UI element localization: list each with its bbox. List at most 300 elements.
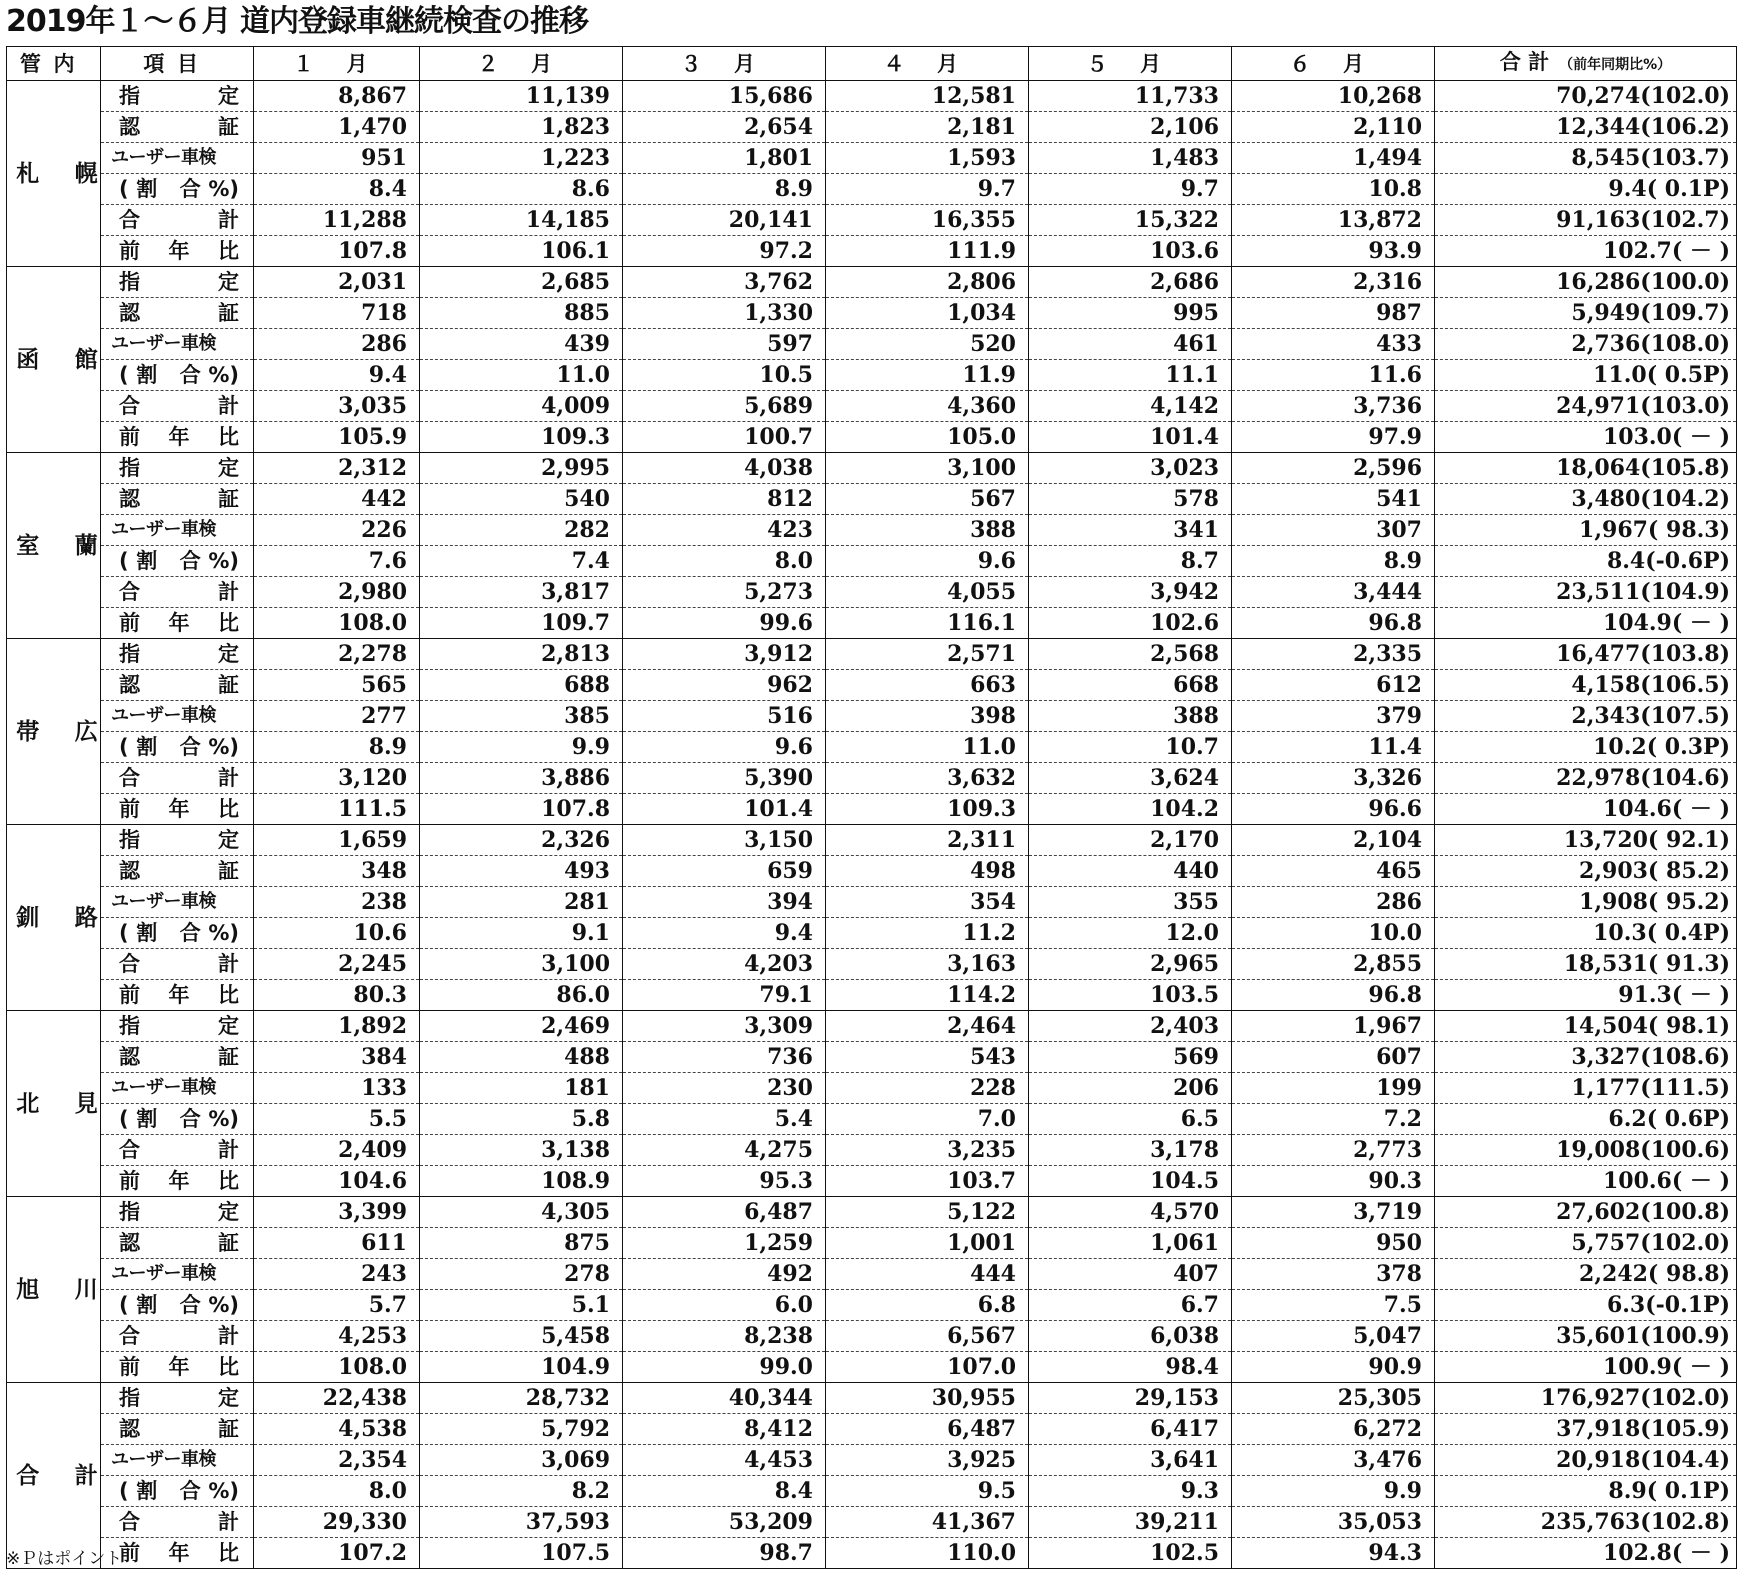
month-value-cell: 7.5 (1232, 1290, 1435, 1321)
row-label: 前 年 比 (101, 1538, 254, 1569)
month-value-cell: 20,141 (623, 205, 826, 236)
month-value-cell: 99.6 (623, 608, 826, 639)
month-value-cell: 8.9 (254, 732, 420, 763)
row-label: 合 計 (101, 763, 254, 794)
month-value-cell: 103.6 (1029, 236, 1232, 267)
month-value-cell: 100.7 (623, 422, 826, 453)
month-value-cell: 2,773 (1232, 1135, 1435, 1166)
header-month-5: ５ 月 (1029, 47, 1232, 81)
row-label: 指 定 (101, 825, 254, 856)
month-value-cell: 5,458 (420, 1321, 623, 1352)
month-value-cell: 105.9 (254, 422, 420, 453)
month-value-cell: 2,806 (826, 267, 1029, 298)
month-value-cell: 578 (1029, 484, 1232, 515)
month-value-cell: 79.1 (623, 980, 826, 1011)
row-label: (割 合%) (101, 1476, 254, 1507)
month-value-cell: 612 (1232, 670, 1435, 701)
month-value-cell: 1,330 (623, 298, 826, 329)
month-value-cell: 11.4 (1232, 732, 1435, 763)
month-value-cell: 107.2 (254, 1538, 420, 1569)
row-label: 合 計 (101, 1321, 254, 1352)
table-row (7, 236, 1737, 267)
table-row (7, 918, 1737, 949)
table-row (7, 732, 1737, 763)
month-value-cell: 3,163 (826, 949, 1029, 980)
month-value-cell: 2,813 (420, 639, 623, 670)
month-value-cell: 2,469 (420, 1011, 623, 1042)
month-value-cell: 2,316 (1232, 267, 1435, 298)
month-value-cell: 9.6 (623, 732, 826, 763)
header-item: 項目 (101, 47, 254, 81)
row-label: ユーザー車検 (101, 329, 254, 360)
month-value-cell: 5,122 (826, 1197, 1029, 1228)
row-label: 前 年 比 (101, 236, 254, 267)
month-value-cell: 11,288 (254, 205, 420, 236)
table-row (7, 546, 1737, 577)
month-value-cell: 2,464 (826, 1011, 1029, 1042)
month-value-cell: 3,309 (623, 1011, 826, 1042)
month-value-cell: 108.0 (254, 608, 420, 639)
month-value-cell: 388 (826, 515, 1029, 546)
total-cell: 91.3( － ) (1435, 980, 1737, 1011)
month-value-cell: 4,538 (254, 1414, 420, 1445)
month-value-cell: 5.8 (420, 1104, 623, 1135)
month-value-cell: 80.3 (254, 980, 420, 1011)
total-cell: 22,978(104.6) (1435, 763, 1737, 794)
month-value-cell: 2,685 (420, 267, 623, 298)
row-label: 前 年 比 (101, 422, 254, 453)
month-value-cell: 2,106 (1029, 112, 1232, 143)
month-value-cell: 96.6 (1232, 794, 1435, 825)
table-row (7, 1135, 1737, 1166)
month-value-cell: 354 (826, 887, 1029, 918)
total-cell: 2,343(107.5) (1435, 701, 1737, 732)
row-label: 認 証 (101, 856, 254, 887)
month-value-cell: 6.5 (1029, 1104, 1232, 1135)
month-value-cell: 25,305 (1232, 1383, 1435, 1414)
month-value-cell: 4,360 (826, 391, 1029, 422)
month-value-cell: 3,035 (254, 391, 420, 422)
region-label: 札 幌 (7, 81, 101, 267)
month-value-cell: 278 (420, 1259, 623, 1290)
month-value-cell: 8.9 (1232, 546, 1435, 577)
month-value-cell: 93.9 (1232, 236, 1435, 267)
table-row (7, 980, 1737, 1011)
month-value-cell: 6,487 (826, 1414, 1029, 1445)
month-value-cell: 243 (254, 1259, 420, 1290)
month-value-cell: 109.3 (420, 422, 623, 453)
table-row (7, 1073, 1737, 1104)
table-row (7, 1352, 1737, 1383)
month-value-cell: 3,719 (1232, 1197, 1435, 1228)
month-value-cell: 2,311 (826, 825, 1029, 856)
month-value-cell: 378 (1232, 1259, 1435, 1290)
month-value-cell: 109.7 (420, 608, 623, 639)
month-value-cell: 8.4 (254, 174, 420, 205)
total-cell: 23,511(104.9) (1435, 577, 1737, 608)
month-value-cell: 7.6 (254, 546, 420, 577)
month-value-cell: 238 (254, 887, 420, 918)
month-value-cell: 10.7 (1029, 732, 1232, 763)
month-value-cell: 3,476 (1232, 1445, 1435, 1476)
row-label: 認 証 (101, 1228, 254, 1259)
month-value-cell: 3,100 (826, 453, 1029, 484)
month-value-cell: 736 (623, 1042, 826, 1073)
month-value-cell: 1,494 (1232, 143, 1435, 174)
month-value-cell: 10.6 (254, 918, 420, 949)
month-value-cell: 22,438 (254, 1383, 420, 1414)
month-value-cell: 9.5 (826, 1476, 1029, 1507)
month-value-cell: 1,034 (826, 298, 1029, 329)
month-value-cell: 102.5 (1029, 1538, 1232, 1569)
month-value-cell: 718 (254, 298, 420, 329)
month-value-cell: 4,453 (623, 1445, 826, 1476)
total-cell: 10.2( 0.3P) (1435, 732, 1737, 763)
month-value-cell: 96.8 (1232, 608, 1435, 639)
month-value-cell: 543 (826, 1042, 1029, 1073)
month-value-cell: 962 (623, 670, 826, 701)
month-value-cell: 11,733 (1029, 81, 1232, 112)
month-value-cell: 950 (1232, 1228, 1435, 1259)
month-value-cell: 8.7 (1029, 546, 1232, 577)
month-value-cell: 493 (420, 856, 623, 887)
month-value-cell: 688 (420, 670, 623, 701)
table-body (7, 81, 1737, 1569)
month-value-cell: 2,855 (1232, 949, 1435, 980)
month-value-cell: 6,567 (826, 1321, 1029, 1352)
table-row (7, 174, 1737, 205)
month-value-cell: 5,792 (420, 1414, 623, 1445)
row-label: (割 合%) (101, 546, 254, 577)
month-value-cell: 5,390 (623, 763, 826, 794)
row-label: ユーザー車検 (101, 515, 254, 546)
total-cell: 176,927(102.0) (1435, 1383, 1737, 1414)
total-cell: 104.6( － ) (1435, 794, 1737, 825)
table-row (7, 112, 1737, 143)
table-row (7, 267, 1737, 298)
month-value-cell: 3,736 (1232, 391, 1435, 422)
row-label: 前 年 比 (101, 794, 254, 825)
month-value-cell: 107.5 (420, 1538, 623, 1569)
row-label: 前 年 比 (101, 608, 254, 639)
total-cell: 4,158(106.5) (1435, 670, 1737, 701)
month-value-cell: 567 (826, 484, 1029, 515)
total-cell: 1,967( 98.3) (1435, 515, 1737, 546)
table-row (7, 1538, 1737, 1569)
month-value-cell: 3,150 (623, 825, 826, 856)
month-value-cell: 11.2 (826, 918, 1029, 949)
month-value-cell: 107.8 (254, 236, 420, 267)
month-value-cell: 9.1 (420, 918, 623, 949)
row-label: ユーザー車検 (101, 1073, 254, 1104)
row-label: 認 証 (101, 1414, 254, 1445)
header-total-note: （前年同期比%） (1559, 57, 1672, 73)
month-value-cell: 8,412 (623, 1414, 826, 1445)
month-value-cell: 9.4 (254, 360, 420, 391)
month-value-cell: 10.0 (1232, 918, 1435, 949)
month-value-cell: 541 (1232, 484, 1435, 515)
month-value-cell: 13,872 (1232, 205, 1435, 236)
row-label: 指 定 (101, 453, 254, 484)
month-value-cell: 875 (420, 1228, 623, 1259)
month-value-cell: 951 (254, 143, 420, 174)
total-cell: 104.9( － ) (1435, 608, 1737, 639)
row-label: 合 計 (101, 577, 254, 608)
month-value-cell: 1,659 (254, 825, 420, 856)
header-region: 管内 (7, 47, 101, 81)
month-value-cell: 8.6 (420, 174, 623, 205)
table-row (7, 1476, 1737, 1507)
month-value-cell: 98.4 (1029, 1352, 1232, 1383)
month-value-cell: 11.9 (826, 360, 1029, 391)
total-cell: 1,908( 95.2) (1435, 887, 1737, 918)
total-cell: 6.3(-0.1P) (1435, 1290, 1737, 1321)
month-value-cell: 1,061 (1029, 1228, 1232, 1259)
month-value-cell: 2,354 (254, 1445, 420, 1476)
total-cell: 235,763(102.8) (1435, 1507, 1737, 1538)
total-cell: 70,274(102.0) (1435, 81, 1737, 112)
table-row (7, 949, 1737, 980)
month-value-cell: 659 (623, 856, 826, 887)
month-value-cell: 4,253 (254, 1321, 420, 1352)
month-value-cell: 885 (420, 298, 623, 329)
month-value-cell: 28,732 (420, 1383, 623, 1414)
month-value-cell: 812 (623, 484, 826, 515)
row-label: 認 証 (101, 298, 254, 329)
row-label: (割 合%) (101, 1290, 254, 1321)
month-value-cell: 103.5 (1029, 980, 1232, 1011)
month-value-cell: 3,138 (420, 1135, 623, 1166)
month-value-cell: 2,654 (623, 112, 826, 143)
month-value-cell: 440 (1029, 856, 1232, 887)
month-value-cell: 1,823 (420, 112, 623, 143)
month-value-cell: 442 (254, 484, 420, 515)
table-row (7, 1290, 1737, 1321)
month-value-cell: 7.4 (420, 546, 623, 577)
table-row (7, 887, 1737, 918)
row-label: 指 定 (101, 81, 254, 112)
total-cell: 37,918(105.9) (1435, 1414, 1737, 1445)
total-cell: 10.3( 0.4P) (1435, 918, 1737, 949)
month-value-cell: 348 (254, 856, 420, 887)
month-value-cell: 1,470 (254, 112, 420, 143)
month-value-cell: 6,487 (623, 1197, 826, 1228)
month-value-cell: 181 (420, 1073, 623, 1104)
month-value-cell: 2,686 (1029, 267, 1232, 298)
row-label: 合 計 (101, 205, 254, 236)
row-label: (割 合%) (101, 1104, 254, 1135)
month-value-cell: 2,104 (1232, 825, 1435, 856)
month-value-cell: 230 (623, 1073, 826, 1104)
month-value-cell: 3,399 (254, 1197, 420, 1228)
month-value-cell: 4,142 (1029, 391, 1232, 422)
month-value-cell: 116.1 (826, 608, 1029, 639)
row-label: 前 年 比 (101, 980, 254, 1011)
table-row (7, 1321, 1737, 1352)
month-value-cell: 3,100 (420, 949, 623, 980)
month-value-cell: 1,001 (826, 1228, 1029, 1259)
month-value-cell: 2,335 (1232, 639, 1435, 670)
month-value-cell: 6,038 (1029, 1321, 1232, 1352)
header-month-1: １ 月 (254, 47, 420, 81)
header-total-label: 合 計 (1499, 50, 1550, 74)
header-month-6: ６ 月 (1232, 47, 1435, 81)
table-row (7, 1228, 1737, 1259)
month-value-cell: 15,686 (623, 81, 826, 112)
table-row (7, 143, 1737, 174)
month-value-cell: 108.0 (254, 1352, 420, 1383)
month-value-cell: 277 (254, 701, 420, 732)
month-value-cell: 5,047 (1232, 1321, 1435, 1352)
month-value-cell: 8.4 (623, 1476, 826, 1507)
table-row (7, 515, 1737, 546)
month-value-cell: 226 (254, 515, 420, 546)
total-cell: 2,736(108.0) (1435, 329, 1737, 360)
table-row (7, 639, 1737, 670)
table-row (7, 1445, 1737, 1476)
month-value-cell: 465 (1232, 856, 1435, 887)
total-cell: 16,477(103.8) (1435, 639, 1737, 670)
month-value-cell: 398 (826, 701, 1029, 732)
month-value-cell: 3,632 (826, 763, 1029, 794)
total-cell: 16,286(100.0) (1435, 267, 1737, 298)
total-cell: 8,545(103.7) (1435, 143, 1737, 174)
month-value-cell: 1,593 (826, 143, 1029, 174)
month-value-cell: 108.9 (420, 1166, 623, 1197)
month-value-cell: 3,925 (826, 1445, 1029, 1476)
month-value-cell: 3,023 (1029, 453, 1232, 484)
table-row (7, 391, 1737, 422)
row-label: 指 定 (101, 1383, 254, 1414)
month-value-cell: 30,955 (826, 1383, 1029, 1414)
total-cell: 35,601(100.9) (1435, 1321, 1737, 1352)
month-value-cell: 228 (826, 1073, 1029, 1104)
row-label: 指 定 (101, 1011, 254, 1042)
month-value-cell: 94.3 (1232, 1538, 1435, 1569)
month-value-cell: 6,272 (1232, 1414, 1435, 1445)
table-row (7, 298, 1737, 329)
month-value-cell: 10.5 (623, 360, 826, 391)
month-value-cell: 2,568 (1029, 639, 1232, 670)
month-value-cell: 3,641 (1029, 1445, 1232, 1476)
month-value-cell: 90.3 (1232, 1166, 1435, 1197)
table-row (7, 608, 1737, 639)
month-value-cell: 987 (1232, 298, 1435, 329)
row-label: 指 定 (101, 639, 254, 670)
month-value-cell: 668 (1029, 670, 1232, 701)
month-value-cell: 569 (1029, 1042, 1232, 1073)
month-value-cell: 3,444 (1232, 577, 1435, 608)
month-value-cell: 2,312 (254, 453, 420, 484)
row-label: ユーザー車検 (101, 1259, 254, 1290)
month-value-cell: 1,967 (1232, 1011, 1435, 1042)
table-row (7, 825, 1737, 856)
month-value-cell: 96.8 (1232, 980, 1435, 1011)
month-value-cell: 97.9 (1232, 422, 1435, 453)
total-cell: 13,720( 92.1) (1435, 825, 1737, 856)
month-value-cell: 433 (1232, 329, 1435, 360)
month-value-cell: 7.2 (1232, 1104, 1435, 1135)
header-row (7, 47, 1737, 81)
month-value-cell: 8.0 (623, 546, 826, 577)
row-label: 合 計 (101, 1135, 254, 1166)
total-cell: 18,064(105.8) (1435, 453, 1737, 484)
month-value-cell: 4,570 (1029, 1197, 1232, 1228)
total-cell: 11.0( 0.5P) (1435, 360, 1737, 391)
month-value-cell: 385 (420, 701, 623, 732)
month-value-cell: 1,223 (420, 143, 623, 174)
month-value-cell: 2,965 (1029, 949, 1232, 980)
month-value-cell: 4,275 (623, 1135, 826, 1166)
month-value-cell: 5,689 (623, 391, 826, 422)
row-label: 認 証 (101, 1042, 254, 1073)
month-value-cell: 39,211 (1029, 1507, 1232, 1538)
region-label: 帯 広 (7, 639, 101, 825)
table-row (7, 1042, 1737, 1073)
table-row (7, 1011, 1737, 1042)
region-label: 旭 川 (7, 1197, 101, 1383)
month-value-cell: 516 (623, 701, 826, 732)
month-value-cell: 105.0 (826, 422, 1029, 453)
total-cell: 8.9( 0.1P) (1435, 1476, 1737, 1507)
month-value-cell: 2,326 (420, 825, 623, 856)
month-value-cell: 2,110 (1232, 112, 1435, 143)
month-value-cell: 4,055 (826, 577, 1029, 608)
total-cell: 19,008(100.6) (1435, 1135, 1737, 1166)
header-total (1435, 47, 1737, 81)
table-row (7, 1197, 1737, 1228)
month-value-cell: 8.0 (254, 1476, 420, 1507)
month-value-cell: 379 (1232, 701, 1435, 732)
month-value-cell: 2,980 (254, 577, 420, 608)
header-month-2: ２ 月 (420, 47, 623, 81)
month-value-cell: 4,305 (420, 1197, 623, 1228)
table-row (7, 1259, 1737, 1290)
month-value-cell: 2,245 (254, 949, 420, 980)
month-value-cell: 103.7 (826, 1166, 1029, 1197)
month-value-cell: 281 (420, 887, 623, 918)
month-value-cell: 1,259 (623, 1228, 826, 1259)
total-cell: 14,504( 98.1) (1435, 1011, 1737, 1042)
month-value-cell: 111.9 (826, 236, 1029, 267)
month-value-cell: 2,571 (826, 639, 1029, 670)
month-value-cell: 5.1 (420, 1290, 623, 1321)
month-value-cell: 99.0 (623, 1352, 826, 1383)
month-value-cell: 444 (826, 1259, 1029, 1290)
row-label: (割 合%) (101, 918, 254, 949)
month-value-cell: 11,139 (420, 81, 623, 112)
row-label: (割 合%) (101, 360, 254, 391)
month-value-cell: 9.6 (826, 546, 1029, 577)
total-cell: 1,177(111.5) (1435, 1073, 1737, 1104)
page-title: 2019年１～６月 道内登録車継続検査の推移 (6, 4, 588, 39)
month-value-cell: 35,053 (1232, 1507, 1435, 1538)
month-value-cell: 10.8 (1232, 174, 1435, 205)
month-value-cell: 4,203 (623, 949, 826, 980)
total-cell: 103.0( － ) (1435, 422, 1737, 453)
table-row (7, 1104, 1737, 1135)
month-value-cell: 106.1 (420, 236, 623, 267)
month-value-cell: 6,417 (1029, 1414, 1232, 1445)
month-value-cell: 37,593 (420, 1507, 623, 1538)
month-value-cell: 8.9 (623, 174, 826, 205)
row-label: (割 合%) (101, 732, 254, 763)
footnote: ※Ｐはポイント (6, 1549, 123, 1569)
month-value-cell: 5.7 (254, 1290, 420, 1321)
table-row (7, 360, 1737, 391)
month-value-cell: 40,344 (623, 1383, 826, 1414)
total-cell: 18,531( 91.3) (1435, 949, 1737, 980)
